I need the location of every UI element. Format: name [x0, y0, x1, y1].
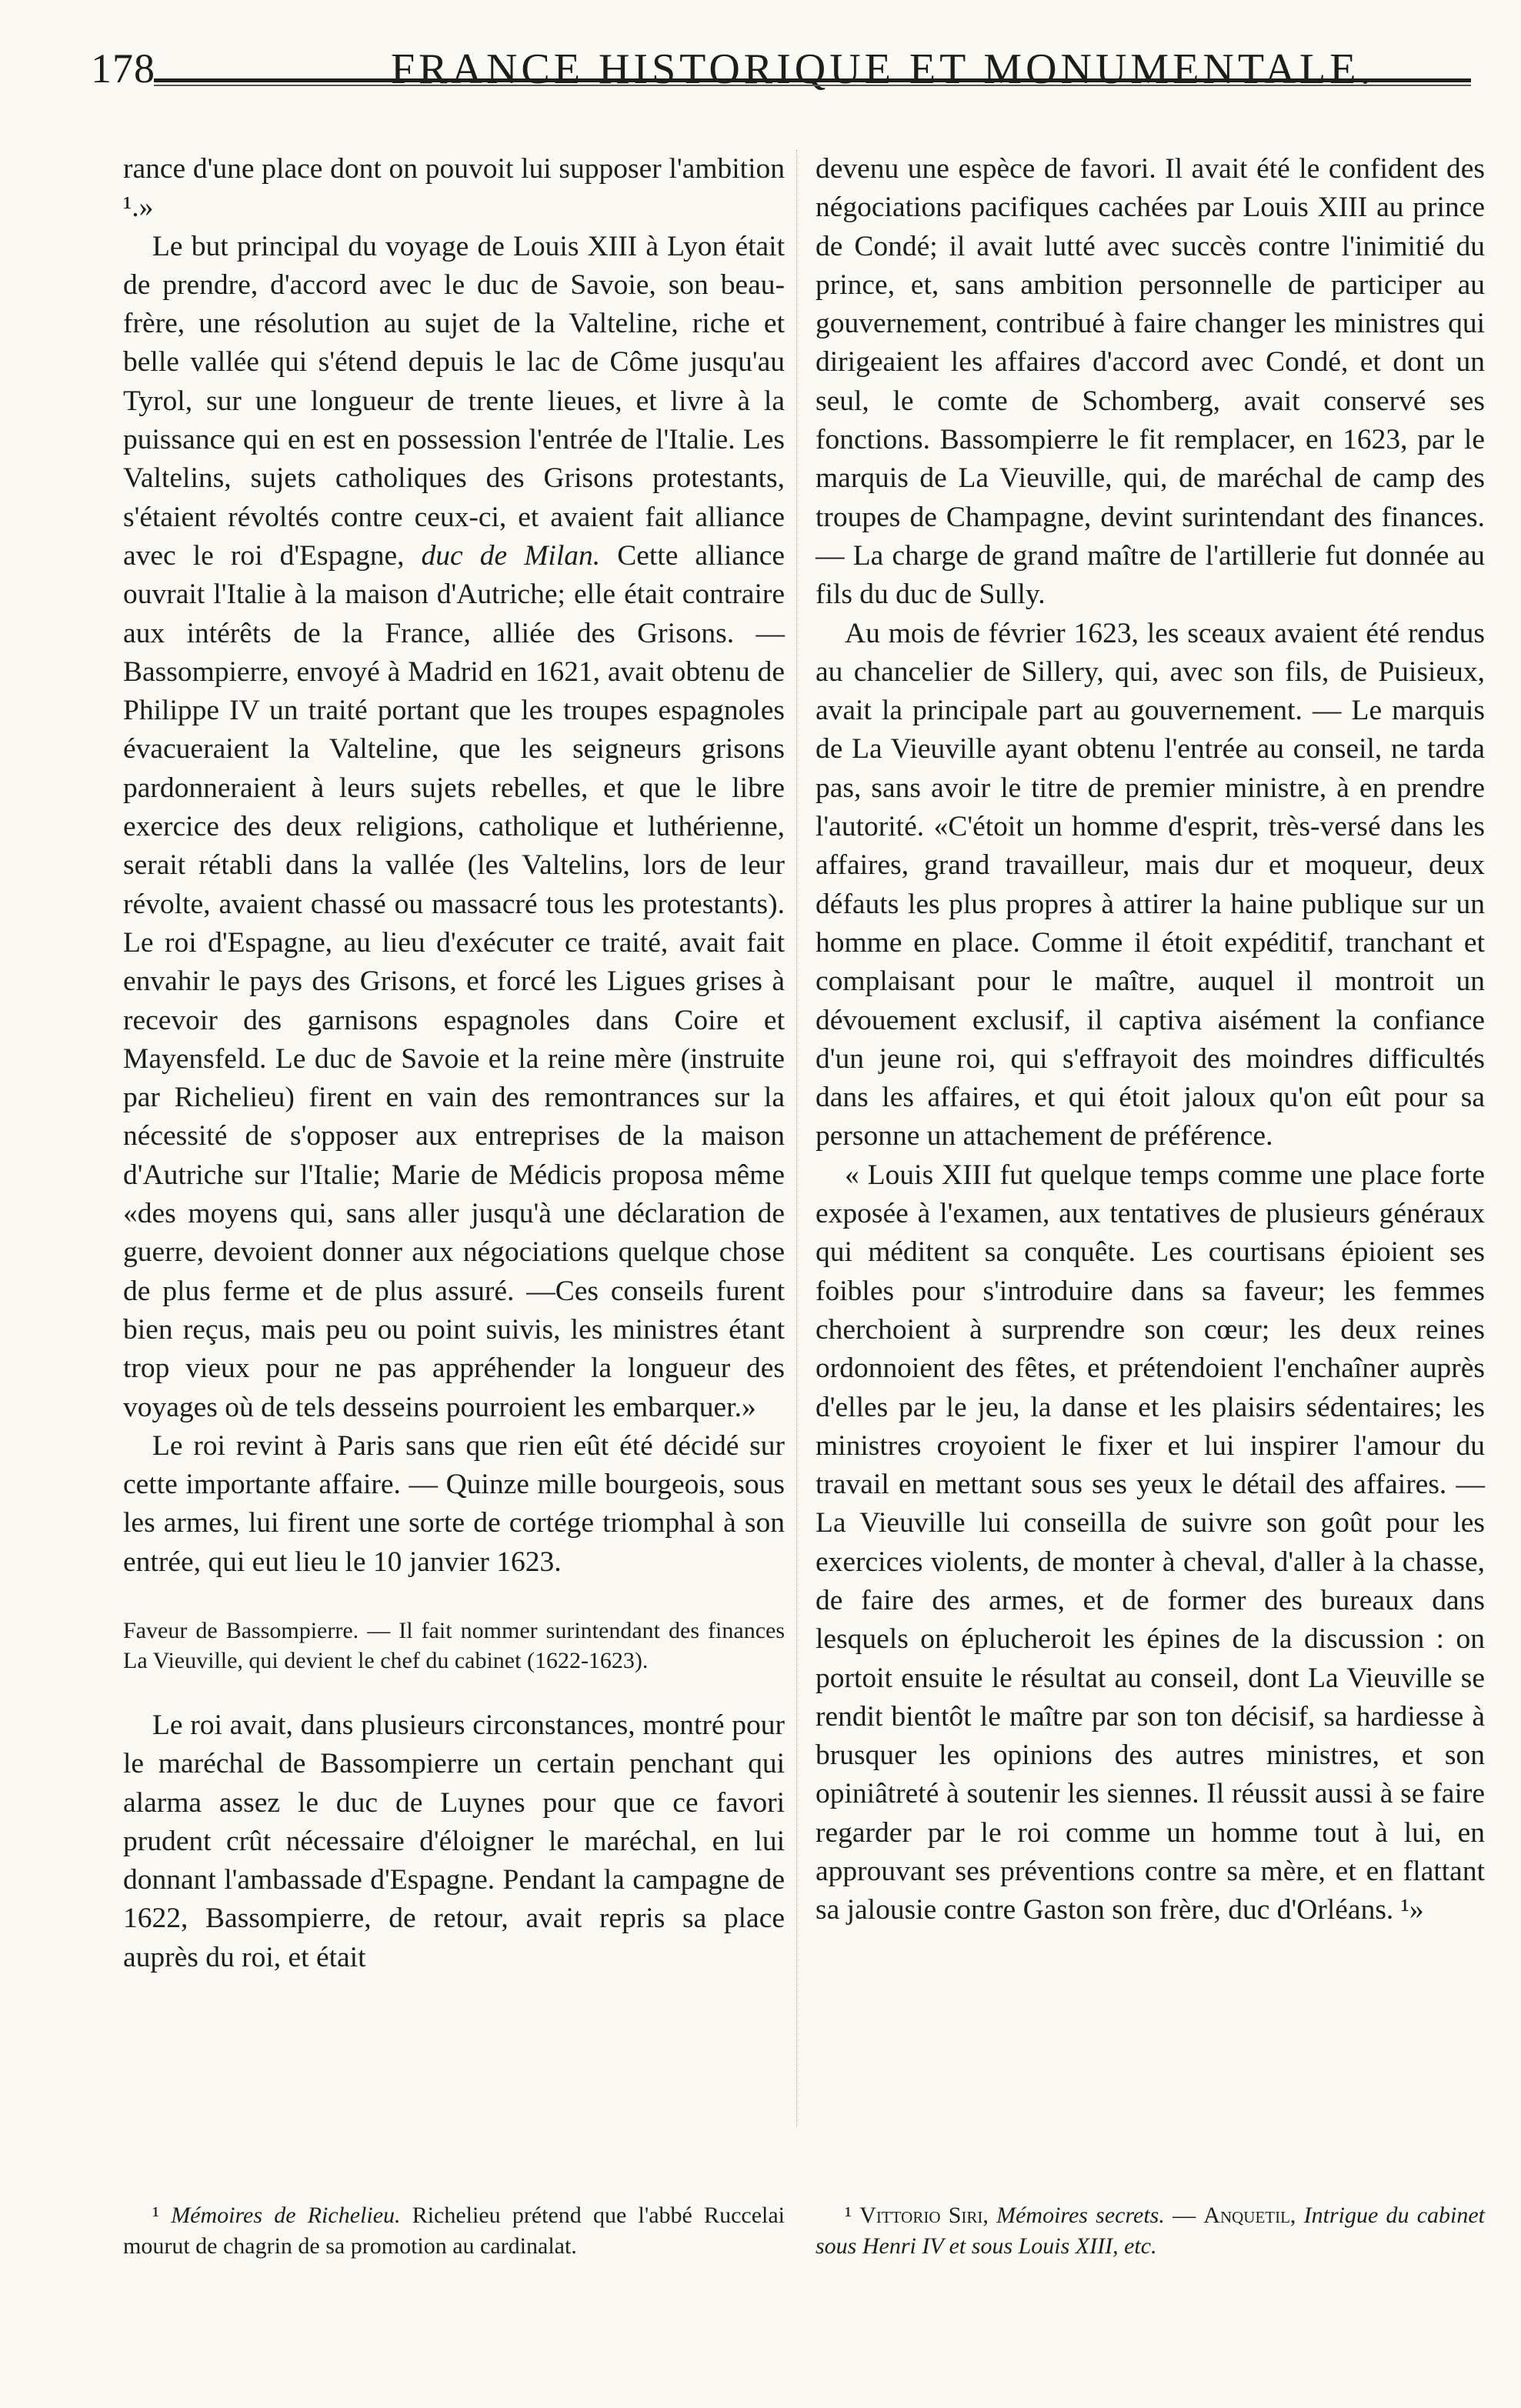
footnote-left [123, 2200, 785, 2262]
italic-text: duc de Milan. [421, 539, 601, 572]
right-column [816, 150, 1485, 1930]
paragraph [123, 228, 785, 1427]
footnote [123, 2200, 785, 2262]
separator: , [1289, 2203, 1304, 2228]
page-number: 178 [91, 45, 155, 92]
separator: — [1164, 2203, 1204, 2228]
footnote [816, 2200, 1485, 2262]
separator: , [982, 2203, 997, 2228]
footnote-marker: ¹ [845, 2203, 852, 2228]
paragraph: rance d'une place dont on pouvoit lui supposer l'ambition ¹.» [123, 153, 785, 224]
footnote-text: Richelieu prétend que l'abbé Ruccelai mourut de chagrin de sa promotion au cardinalat. [123, 2203, 785, 2259]
paragraph: devenu une espèce de favori. Il avait été le confident des négociations pacifiques cachées par Louis XIII au prince de Condé; il avait lutté avec succès contre l'inimitié du prince, et, sans ambition personnelle de participer au gouvernement, contribué à faire changer les ministres qui dirigeaient les affaires d'accord avec Condé, et dont un seul, le comte de Schomberg, avait conservé ses fonctions. Bassompierre le fit remplacer, en 1623, par le marquis de La Vieuville, qui, de maréchal de camp des troupes de Champagne, devint surintendant des finances. — La charge de grand maître de l'artillerie fut donnée au fils du duc de Sully. [816, 153, 1485, 611]
left-column [123, 150, 785, 1977]
footnote-author: Vittorio Siri [859, 2203, 983, 2228]
running-title: FRANCE HISTORIQUE ET MONUMENTALE. [391, 45, 1375, 93]
column-divider [796, 150, 797, 2127]
footnote-title: Intrigue du cabinet sous Henri IV et sous Louis XIII, etc. [816, 2203, 1486, 2259]
paragraph: « Louis XIII fut quelque temps comme une place forte exposée à l'examen, aux tentatives de plusieurs généraux qui méditent sa conquête. Les courtisans épioient ses foibles pour s'introduire dans sa faveur; les femmes cherchoient à surprendre son cœur; les deux reines ordonnoient des fêtes, et prétendoient l'enchaîner auprès d'elles par le jeu, la danse et les plaisirs sédentaires; les ministres croyoient le fixer et lui inspirer l'amour du travail en mettant sous ses yeux le détail des affaires. — La Vieuville lui conseilla de suivre son goût pour les exercices violents, de monter à cheval, d'aller à la chasse, de faire des armes, et de former des bureaux dans lesquels on éplucheroit les épines de la discussion : on portoit ensuite le résultat au conseil, dont La Vieuville se rendit bientôt le maître par son ton décisif, sa hardiesse à brusquer les opinions des autres ministres, et son opiniâtreté à soutenir les siennes. Il réussit aussi à se faire regarder par le roi comme un homme tout à lui, en approuvant ses préventions contre sa mère, et en flattant sa jalousie contre Gaston son frère, duc d'Orléans. ¹» [816, 1159, 1485, 1926]
text-run: Cette alliance ouvrait l'Italie à la maison d'Autriche; elle était contraire aux intérêts de la France, alliée des Grisons. — Bassompierre, envoyé à Madrid en 1621, avait obtenu de Philippe IV un traité portant que les troupes espagnoles évacueraient la Valteline, que les seigneurs grisons pardonneraient à leurs sujets rebelles, et que le libre exercice des deux religions, catholique et luthérienne, serait rétabli dans la vallée (les Valtelins, lors de leur révolte, avaient chassé ou massacré tous les protestants). Le roi d'Espagne, au lieu d'exécuter ce traité, avait fait envahir le pays des Grisons, et forcé les Ligues grises à recevoir des garnisons espagnoles dans Coire et Mayensfeld. Le duc de Savoie et la reine mère (instruite par Richelieu) firent en vain des remontrances sur la nécessité de s'opposer aux entreprises de la maison d'Autriche sur l'Italie; Marie de Médicis proposa même «des moyens qui, sans aller jusqu'à une déclaration de guerre, devoient donner aux négociations quelque chose de plus ferme et de plus assuré. —Ces conseils furent bien reçus, mais peu ou point suivis, les ministres étant trop vieux pour ne pas appréhender la longueur des voyages où de tels desseins pourroient les embarquer.» [123, 539, 785, 1423]
paragraph: Le roi avait, dans plusieurs circonstances, montré pour le maréchal de Bassompierre un certain penchant qui alarma assez le duc de Luynes pour que ce favori prudent crût nécessaire d'éloigner le maréchal, en lui donnant l'ambassade d'Espagne. Pendant la campagne de 1622, Bassompierre, de retour, avait repris sa place auprès du roi, et était [123, 1709, 785, 1973]
header-rule [154, 78, 1471, 82]
paragraph: Le roi revint à Paris sans que rien eût été décidé sur cette importante affaire. — Quinze mille bourgeois, sous les armes, lui firent une sorte de cortége triomphal à son entrée, qui eut lieu le 10 janvier 1623. [123, 1429, 785, 1578]
paragraph: Au mois de février 1623, les sceaux avaient été rendus au chancelier de Sillery, qui, avec son fils, de Puisieux, avait la principale part au gouvernement. — Le marquis de La Vieuville ayant obtenu l'entrée au conseil, ne tarda pas, sans avoir le titre de premier ministre, à en prendre l'autorité. «C'étoit un homme d'esprit, très-versé dans les affaires, grand travailleur, mais dur et moqueur, deux défauts les plus propres à attirer la haine publique sur un homme en place. Comme il étoit expéditif, tranchant et complaisant pour le maître, auquel il montroit un dévouement exclusif, il captiva aisément la confiance d'un jeune roi, qui s'effrayoit des moindres difficultés dans les affaires, et qui étoit jaloux qu'on eût pour sa personne un attachement de préférence. [816, 617, 1485, 1152]
footnote-title: Mémoires de Richelieu. [171, 2203, 401, 2228]
footnote-marker: ¹ [152, 2203, 159, 2228]
margin-summary: Faveur de Bassompierre. — Il fait nommer surintendant des finances La Vieuville, qui devient le chef du cabinet (1622-1623). [123, 1617, 785, 1673]
page-header [91, 45, 1489, 122]
footnote-author: Anquetil [1203, 2203, 1290, 2228]
footnote-title: Mémoires secrets. [996, 2203, 1165, 2228]
footnote-right [816, 2200, 1485, 2262]
text-run: Le but principal du voyage de Louis XIII à Lyon était de prendre, d'accord avec le duc de Savoie, son beau-frère, une résolution au sujet de la Valteline, riche et belle vallée qui s'étend depuis le lac de Côme jusqu'au Tyrol, sur une longueur de trente lieues, et livre à la puissance qui en est en possession l'entrée de l'Italie. Les Valtelins, sujets catholiques des Grisons protestants, s'étaient révoltés contre ceux-ci, et avaient fait alliance avec le roi d'Espagne, [123, 230, 785, 572]
header-rule-thin [154, 85, 1471, 86]
